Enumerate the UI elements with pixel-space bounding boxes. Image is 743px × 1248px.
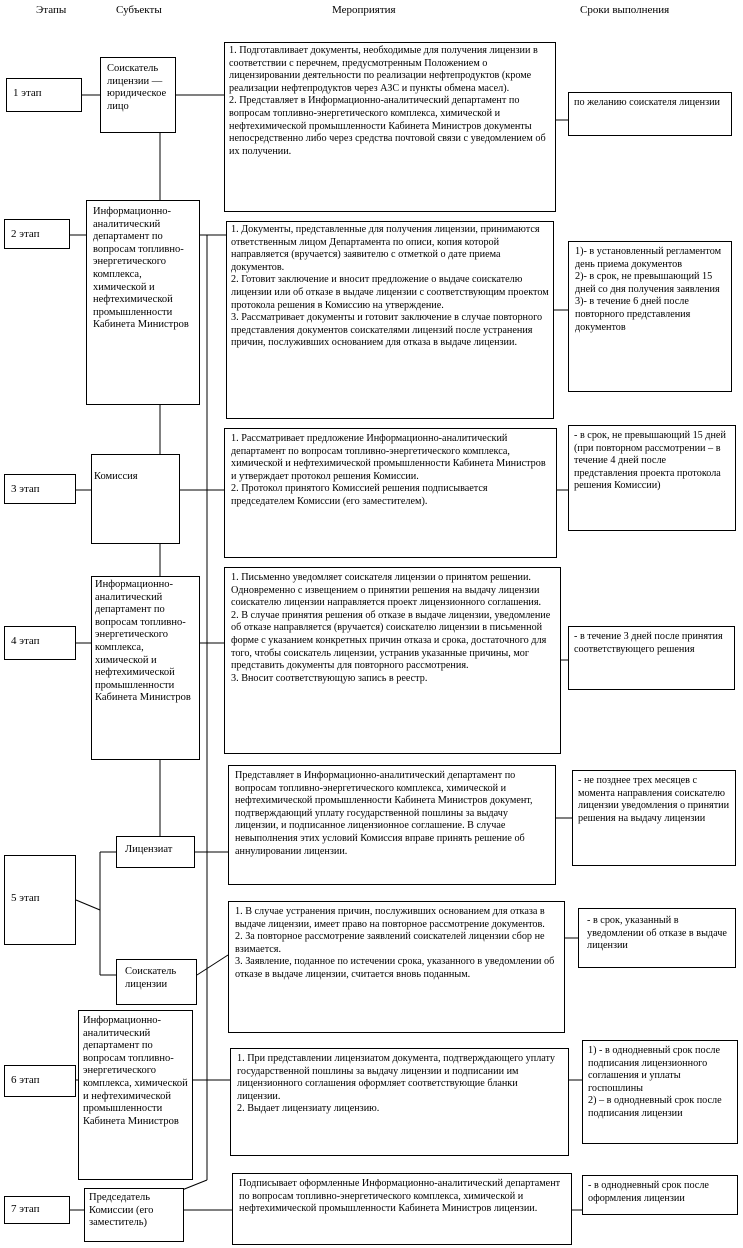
stage-2-deadline: 1)- в установленный регламентом день приема документов 2)- в срок, не превышающий 15 дней со дня получения заявления 3)- в течение 6 дней после повторного представления документов [568, 241, 732, 392]
stage-3-deadline: - в срок, не превышающий 15 дней (при повторном рассмотрении – в течение 4 дней после представления проекта протокола решения Комиссии) [568, 425, 736, 531]
stage-4-action: 1. Письменно уведомляет соискателя лицензии о принятом решении. Одновременно с извещением о принятии решения на выдачу лицензии соискателю лицензии направляется проект лицензионного соглашения. 2. В случае принятия решения об отказе в выдаче лицензии, уведомление об отказе направляется (вручается) соискателю лицензии в письменной форме с указанием конкретных причин отказа и срока, достаточного для того, чтобы соискатель лицензии, устранив указанные причины, мог представить документы для повторного рассмотрения. 3. Вносит соответствующую запись в реестр. [224, 567, 561, 754]
stage-1-subject: Соискатель лицензии — юридическое лицо [100, 57, 176, 133]
stage-6-subject: Информационно-аналитический департамент по вопросам топливно-энергетического комплекса, химической и нефтехимической промышленности Кабинета Министров [78, 1010, 193, 1180]
header-stages: Этапы [36, 4, 67, 16]
stage-5-action-licensee: Представляет в Информационно-аналитический департамент по вопросам топливно-энергетического комплекса, химической и нефтехимической промышленности Кабинета Министров документ, подтверждающий уплату государственной пошлины за выдачу лицензии, и подписанное лицензионное соглашение. В случае невыполнения этих условий Комиссия вправе принять решение об аннулировании лицензии. [228, 765, 556, 885]
stage-5-deadline-applicant: - в срок, указанный в уведомлении об отказе в выдаче лицензии [578, 908, 736, 968]
stage-5-subject-applicant: Соискатель лицензии [116, 959, 197, 1005]
stage-2-label: 2 этап [4, 219, 70, 249]
stage-6-deadline: 1) - в однодневный срок после подписания лицензионного соглашения и уплаты госпошлины 2) – в однодневный срок после подписания лицензии [582, 1040, 738, 1144]
stage-5-label: 5 этап [4, 855, 76, 945]
stage-1-deadline: по желанию соискателя лицензии [568, 92, 732, 136]
stage-3-label: 3 этап [4, 474, 76, 504]
stage-4-label: 4 этап [4, 626, 76, 660]
stage-6-label: 6 этап [4, 1065, 76, 1097]
stage-6-action: 1. При представлении лицензиатом документа, подтверждающего уплату государственной пошлины за выдачу лицензии и подписании им лицензионного соглашения оформляет соответствующие бланки лицензии. 2. Выдает лицензиату лицензию. [230, 1048, 569, 1156]
stage-2-action: 1. Документы, представленные для получения лицензии, принимаются ответственным лицом Департамента по описи, копия которой направляется (вручается) заявителю с отметкой о дате приема документов. 2. Готовит заключение и вносит предложение о выдаче соискателю лицензии или об отказе в выдаче лицензии с соответствующим проектом протокола решения в Комиссию на утверждение. 3. Рассматривает документы и готовит заключение в случае повторного представления документов соискателями лицензий после устранения причин, послуживших основанием для отказа в выдаче лицензии. [226, 221, 554, 419]
stage-1-label: 1 этап [6, 78, 82, 112]
stage-1-action: 1. Подготавливает документы, необходимые для получения лицензии в соответствии с перечнем, предусмотренным Положением о лицензировании деятельности по реализации нефтепродуктов (кроме реализации нефтепродуктов через АЗС и пункты обмена масел). 2. Представляет в Информационно-аналитический департамент по вопросам топливно-энергетического комплекса, химической и нефтехимической промышленности Кабинета Министров документы непосредственно либо через средства почтовой связи с уведомлением об их получении. [224, 42, 556, 212]
stage-7-deadline: - в однодневный срок после оформления лицензии [582, 1175, 738, 1215]
stage-7-label: 7 этап [4, 1196, 70, 1224]
stage-5-deadline-licensee: - не позднее трех месяцев с момента направления соискателю лицензии уведомления о принятии решения на выдачу лицензии [572, 770, 736, 866]
header-subjects: Субъекты [116, 4, 162, 16]
stage-3-action: 1. Рассматривает предложение Информационно-аналитический департамент по вопросам топливно-энергетического комплекса, химической и нефтехимической промышленности Кабинета Министров и утверждает протокол решения Комиссии. 2. Протокол принятого Комиссией решения подписывается председателем Комиссии (его заместителем). [224, 428, 557, 558]
header-deadlines: Сроки выполнения [580, 4, 670, 16]
stage-4-deadline: - в течение 3 дней после принятия соответствующего решения [568, 626, 735, 690]
stage-3-subject: Комиссия [91, 454, 180, 544]
stage-7-action: Подписывает оформленные Информационно-аналитический департамент по вопросам топливно-энергетического комплекса, химической и нефтехимической промышленности Кабинета Министров лицензии. [232, 1173, 572, 1245]
stage-2-subject: Информационно-аналитический департамент по вопросам топливно-энергетического комплекса, химической и нефтехимической промышленности Кабинета Министров [86, 200, 200, 405]
stage-7-subject: Председатель Комиссии (его заместитель) [84, 1188, 184, 1242]
stage-4-subject: Информационно-аналитический департамент по вопросам топливно-энергетического комплекса, химической и нефтехимической промышленности Кабинета Министров [91, 576, 200, 760]
header-actions: Мероприятия [332, 4, 396, 16]
stage-5-action-applicant: 1. В случае устранения причин, послуживших основанием для отказа в выдаче лицензии, имеет право на повторное рассмотрение документов. 2. За повторное рассмотрение заявлений соискателей лицензии сбор не взимается. 3. Заявление, поданное по истечении срока, указанного в уведомлении об отказе в выдаче лицензии, считается вновь поданным. [228, 901, 565, 1033]
stage-5-subject-licensee: Лицензиат [116, 836, 195, 868]
